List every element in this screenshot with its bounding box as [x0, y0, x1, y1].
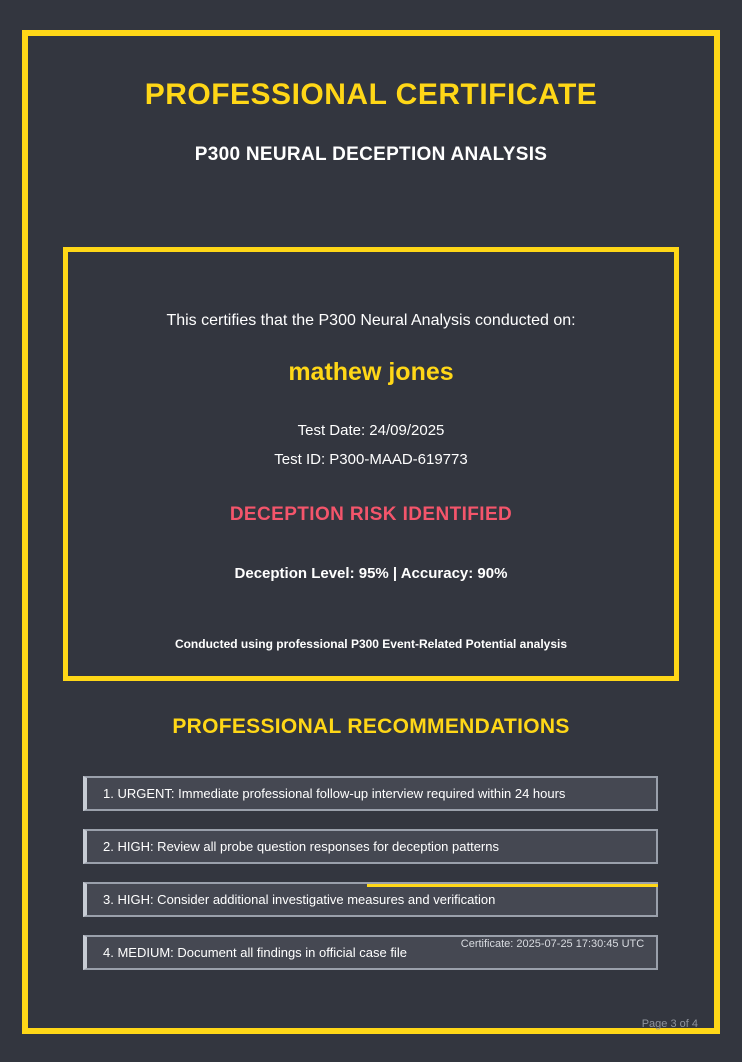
deception-verdict-badge: DECEPTION RISK IDENTIFIED	[229, 504, 513, 525]
recommendations-heading: PROFESSIONAL RECOMMENDATIONS	[172, 715, 570, 738]
recommendations-list	[83, 776, 658, 988]
page-title: PROFESSIONAL CERTIFICATE	[144, 78, 598, 111]
deception-metrics: Deception Level: 95% | Accuracy: 90%	[234, 565, 508, 582]
accent-divider	[367, 884, 658, 887]
list-item: 4. MEDIUM: Document all findings in official case file	[83, 935, 658, 970]
certificate-subtitle: P300 NEURAL DECEPTION ANALYSIS	[194, 144, 548, 165]
test-date: Test Date: 24/09/2025	[297, 422, 445, 439]
certificate-timestamp: Certificate: 2025-07-25 17:30:45 UTC	[460, 938, 645, 950]
method-note: Conducted using professional P300 Event-Related Potential analysis	[174, 637, 568, 651]
certifies-statement: This certifies that the P300 Neural Analysis conducted on:	[166, 312, 576, 329]
list-item: 1. URGENT: Immediate professional follow-up interview required within 24 hours	[83, 776, 658, 811]
certificate-detail-panel	[63, 247, 679, 681]
subject-name: mathew jones	[288, 358, 454, 386]
list-item: 2. HIGH: Review all probe question responses for deception patterns	[83, 829, 658, 864]
page-number: Page 3 of 4	[641, 1018, 698, 1030]
list-item: 3. HIGH: Consider additional investigative measures and verification	[83, 882, 658, 917]
test-id: Test ID: P300-MAAD-619773	[274, 451, 468, 468]
